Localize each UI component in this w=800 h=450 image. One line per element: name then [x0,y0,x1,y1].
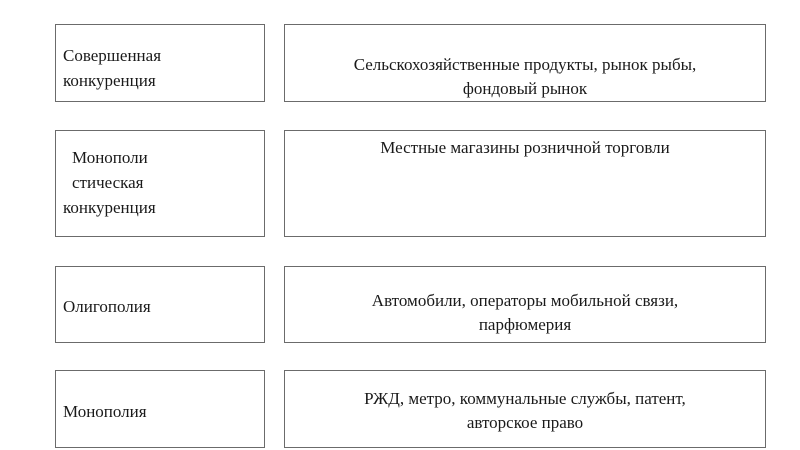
market-type-label-line: конкуренция [63,71,156,90]
examples-text-line: Сельскохозяйственные продукты, рынок рыбы, [353,55,697,74]
market-type-box-monopoly [55,370,265,448]
market-type-label-line: конкуренция [63,198,156,217]
market-type-label-line: Совершенная [63,46,162,65]
examples-text-line: парфюмерия [478,315,572,334]
examples-box-oligopoly [284,266,766,343]
examples-text-line: Местные магазины розничной торговли [380,138,670,157]
market-type-label-line: стическая [72,173,144,192]
market-type-label-line: Монополия [63,402,147,421]
examples-text-line: Автомобили, операторы мобильной связи, [371,291,679,310]
market-type-label-line: Монополи [72,148,148,167]
examples-box-monopoly [284,370,766,448]
market-type-box-monopolistic-competition [55,130,265,237]
market-type-box-oligopoly [55,266,265,343]
examples-box-perfect-competition [284,24,766,102]
examples-text-line: РЖД, метро, коммунальные службы, патент, [364,389,686,408]
examples-text-line: фондовый рынок [462,79,588,98]
market-type-box-perfect-competition [55,24,265,102]
market-type-label-line: Олигополия [63,297,151,316]
examples-text-line: авторское право [466,413,584,432]
examples-box-monopolistic-competition [284,130,766,237]
